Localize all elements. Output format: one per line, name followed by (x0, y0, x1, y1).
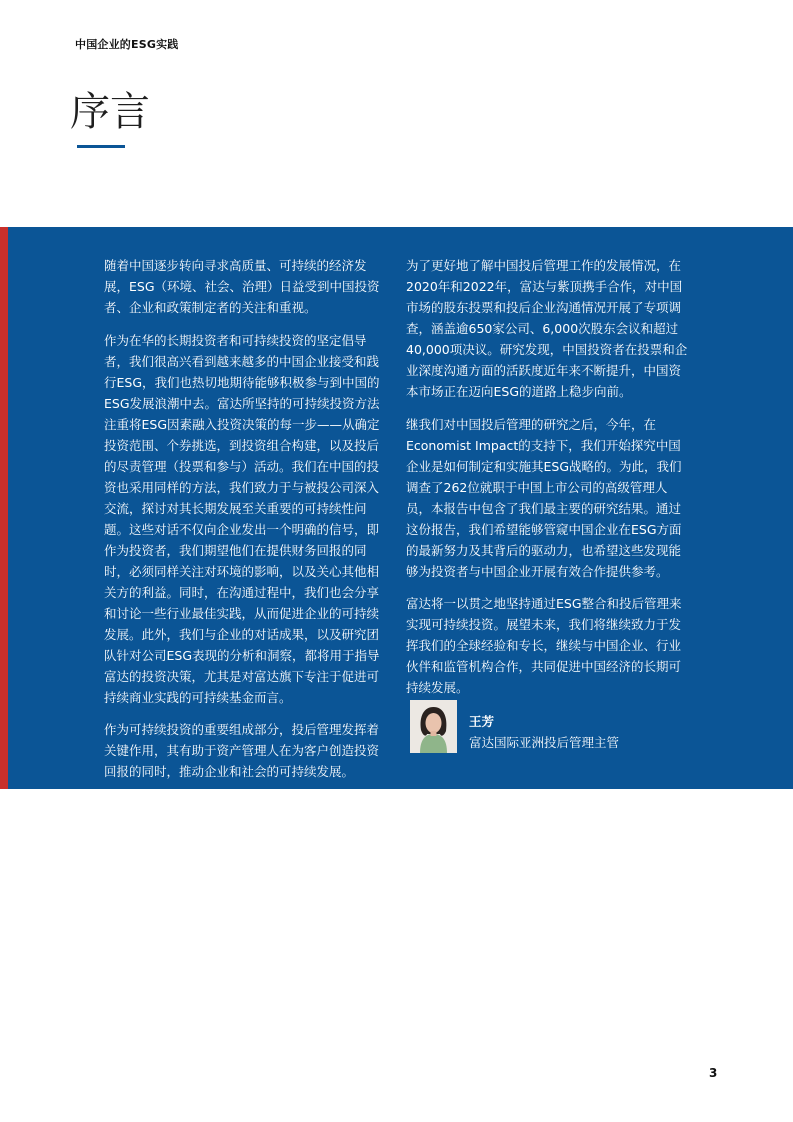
paragraph: 作为在华的长期投资者和可持续投资的坚定倡导者，我们很高兴看到越来越多的中国企业接受和践行ESG，我们也热切地期待能够积极参与到中国的ESG发展浪潮中去。富达所坚持的可持续投资方法注重将ESG因素融入投资决策的每一步——从确定投资范围、个券挑选，到投资组合构建，以及投后的尽责管理（投票和参与）活动。我们在中国的投资也采用同样的方法，我们致力于与被投公司深入交流，探讨对其长期发展至关重要的可持续性问题。这些对话不仅向企业发出一个明确的信号，即作为投资者，我们期望他们在提供财务回报的同时，必须同样关注对环境的影响，以及关心其他相关方的利益。同时，在沟通过程中，我们也会分享和讨论一些行业最佳实践，从而促进企业的可持续发展。此外，我们与企业的对话成果，以及研究团队针对公司ESG表现的分析和洞察，都将用于指导富达的投资决策，尤其是对富达旗下专注于促进可持续商业实践的可持续基金而言。 (104, 332, 380, 705)
running-header: 中国企业的ESG实践 (75, 38, 179, 51)
portrait-image (410, 700, 457, 753)
right-column (406, 255, 688, 710)
paragraph: 作为可持续投资的重要组成部分，投后管理发挥着关键作用，其有助于资产管理人在为客户创造投资回报的同时，推动企业和社会的可持续发展。 (104, 722, 380, 779)
signature-block (410, 700, 700, 753)
page-title: 序言 (70, 89, 150, 135)
title-underline (77, 145, 125, 148)
paragraph: 随着中国逐步转向寻求高质量、可持续的经济发展，ESG（环境、社会、治理）日益受到中国投资者、企业和政策制定者的关注和重视。 (104, 258, 380, 315)
paragraph: 富达将一以贯之地坚持通过ESG整合和投后管理来实现可持续投资。展望未来，我们将继续致力于发挥我们的全球经验和专长，继续与中国企业、行业伙伴和监管机构合作，共同促进中国经济的长期可持续发展。 (406, 596, 682, 695)
signatory-name: 王芳 (469, 714, 495, 729)
paragraph: 为了更好地了解中国投后管理工作的发展情况，在2020年和2022年，富达与紫顶携手合作，对中国市场的股东投票和投后企业沟通情况开展了专项调查，涵盖逾650家公司、6,000次股东会议和超过40,000项决议。研究发现，中国投资者在投票和企业深度沟通方面的活跃度近年来不断提升，中国资本市场正在迈向ESG的道路上稳步向前。 (406, 258, 688, 399)
left-column (104, 255, 388, 794)
signatory-role: 富达国际亚洲投后管理主管 (469, 735, 620, 750)
author-portrait (410, 700, 457, 753)
accent-bar (0, 227, 8, 789)
page-number: 3 (709, 1066, 718, 1080)
paragraph: 继我们对中国投后管理的研究之后，今年，在Economist Impact的支持下，我们开始探究中国企业是如何制定和实施其ESG战略的。为此，我们调查了262位就职于中国上市公司的高级管理人员，本报告中包含了我们最主要的研究结果。通过这份报告，我们希望能够管窥中国企业在ESG方面的最新努力及其背后的驱动力，也希望这些发现能够为投资者与中国企业开展有效合作提供参考。 (406, 416, 682, 579)
foreword-panel (0, 227, 793, 789)
